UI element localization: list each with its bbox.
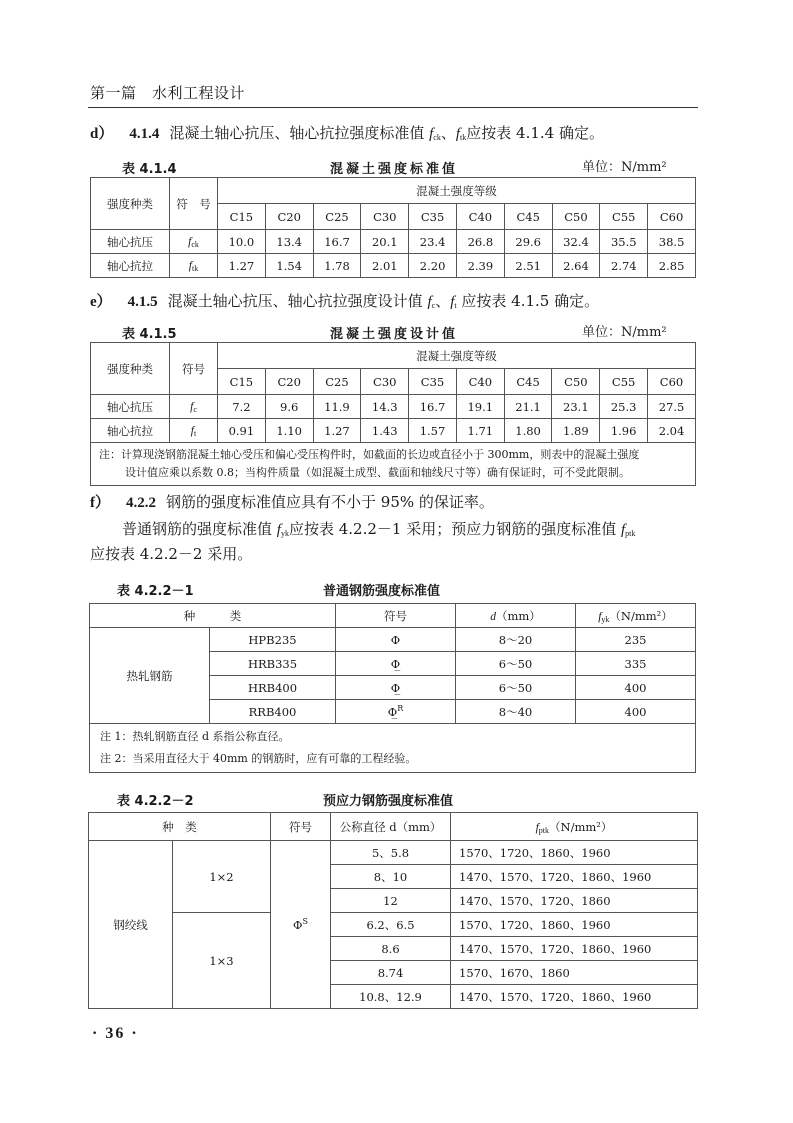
value-cell: 11.9 [313,395,361,419]
value-cell: 1.54 [265,254,313,278]
value-cell: 2.01 [361,254,409,278]
row-symbol: $f_c$ [170,395,218,419]
grade-cell: C35 [409,369,457,395]
value-cell: 1.57 [409,419,457,443]
table-row [89,913,698,937]
value-cell: 0.91 [218,419,266,443]
paragraph-3: 应按表 4.2.2－2 采用。 [90,545,253,563]
section-label: f） [90,495,110,511]
symbol: $f_t$ [450,294,457,310]
table-row [91,230,696,254]
fptk-cell: 1470、1570、1720、1860、1960 [451,865,698,889]
grade-cell: HRB400 [210,676,336,700]
running-header: 第一篇 水利工程设计 [90,84,246,102]
section-e-paragraph [90,290,599,317]
strand-symbol-icon: $\Phi^S$ [271,841,331,1009]
diameter-cell: 8.6 [331,937,451,961]
value-cell: 10.0 [218,230,266,254]
value-cell: 19.1 [456,395,504,419]
value-cell: 16.7 [313,230,361,254]
header-type: 强度种类 [91,178,170,230]
value-cell: 1.71 [456,419,504,443]
group-label: 热轧钢筋 [90,628,210,724]
value-cell: 16.7 [409,395,457,419]
grade-cell: C20 [265,369,313,395]
header-grade: 混凝土强度等级 [218,178,696,204]
value-cell: 38.5 [648,230,696,254]
table-unit: 单位：N/mm² [582,160,667,175]
table-title: 混凝土强度标准值 [330,162,459,177]
table-title: 混凝土强度设计值 [330,327,459,342]
value-cell: 21.1 [504,395,552,419]
symbol: $f_{ptk}$ [620,522,636,538]
table-id: 表 4.2.2－2 [117,794,194,809]
value-cell: 9.6 [265,395,313,419]
note-2: 注 2：当采用直径大于 40mm 的钢筋时，应有可靠的工程经验。 [100,752,417,765]
table-row [91,419,696,443]
table-id: 表 4.1.4 [122,162,177,177]
row-symbol: $f_{tk}$ [170,254,218,278]
diameter-cell: 5、5.8 [331,841,451,865]
section-label: e） [90,294,112,310]
table-concrete-design-strength [90,342,696,486]
value-cell: 2.39 [456,254,504,278]
clause-text: 应按表 4.1.4 确定。 [466,124,604,142]
fyk-cell: 235 [576,628,696,652]
fyk-cell: 335 [576,652,696,676]
fyk-cell: 400 [576,700,696,724]
symbol: $f_{tk}$ [455,126,467,142]
header-fptk: $f_{ptk}(N/mm^2)$ [451,813,698,841]
grade-cell: C45 [504,204,552,230]
grade-cell: HPB235 [210,628,336,652]
value-cell: 2.20 [409,254,457,278]
value-cell: 1.80 [504,419,552,443]
note-1: 注 1：热轧钢筋直径 d 系指公称直径。 [100,730,290,743]
grade-cell: C45 [504,369,552,395]
grade-cell: C50 [552,204,600,230]
grade-cell: C15 [218,369,266,395]
value-cell: 32.4 [552,230,600,254]
clause-number: 4.2.2 [126,495,156,511]
table-row [91,395,696,419]
value-cell: 13.4 [265,230,313,254]
header-d: 公称直径 d（mm） [331,813,451,841]
diameter-cell: 6～50 [456,676,576,700]
fptk-cell: 1470、1570、1720、1860、1960 [451,985,698,1009]
value-cell: 1.27 [313,419,361,443]
value-cell: 2.04 [648,419,696,443]
value-cell: 35.5 [600,230,648,254]
clause-text: 混凝土轴心抗压、轴心抗拉强度标准值 [169,124,430,142]
value-cell: 23.4 [409,230,457,254]
group-label: 钢绞线 [89,841,173,1009]
row-symbol: $f_{ck}$ [170,230,218,254]
diameter-cell: 6～50 [456,652,576,676]
table-ordinary-rebar-strength [89,603,696,773]
rebar-symbol-icon: Φ [336,628,456,652]
value-cell: 27.5 [648,395,696,419]
table-row [90,628,696,652]
header-symbol: 符号 [170,343,218,395]
rebar-symbol-icon: Φ̲$^R$ [336,700,456,724]
diameter-cell: 12 [331,889,451,913]
symbol: $f_c$ [427,294,436,310]
separator: 、 [435,292,451,310]
value-cell: 2.85 [648,254,696,278]
row-type: 轴心抗压 [91,395,170,419]
header-symbol: 符号 [336,604,456,628]
symbol: $f_{ck}$ [429,126,441,142]
grade-cell: C60 [648,369,696,395]
table-title: 普通钢筋强度标准值 [323,584,441,599]
value-cell: 7.2 [218,395,266,419]
value-cell: 1.89 [552,419,600,443]
value-cell: 29.6 [504,230,552,254]
table-unit: 单位：N/mm² [582,325,667,340]
grade-cell: C30 [361,369,409,395]
header-grade: 混凝土强度等级 [218,343,696,369]
clause-number: 4.1.5 [127,294,158,310]
subgroup-label: 1×2 [173,841,271,913]
diameter-cell: 8～40 [456,700,576,724]
header-fyk: $f_{yk}(N/mm^2)$ [576,604,696,628]
row-type: 轴心抗压 [91,230,170,254]
header-symbol: 符号 [271,813,331,841]
grade-cell: RRB400 [210,700,336,724]
table-id: 表 4.2.2－1 [117,584,194,599]
separator: 、 [440,124,456,142]
fptk-cell: 1470、1570、1720、1860 [451,889,698,913]
row-type: 轴心抗拉 [91,419,170,443]
fptk-cell: 1470、1570、1720、1860、1960 [451,937,698,961]
value-cell: 1.10 [265,419,313,443]
value-cell: 1.96 [600,419,648,443]
rebar-symbol-icon: Φ̲ [336,676,456,700]
diameter-cell: 6.2、6.5 [331,913,451,937]
diameter-cell: 8～20 [456,628,576,652]
symbol: $f_{yk}$ [276,522,289,538]
section-d-paragraph [90,122,604,149]
header-d: d（mm） [456,604,576,628]
grade-cell: C20 [265,204,313,230]
fyk-cell: 400 [576,676,696,700]
page-number: · 36 · [92,1025,139,1042]
grade-cell: C30 [361,204,409,230]
header-rule [88,107,698,108]
value-cell: 20.1 [361,230,409,254]
table-row [89,841,698,865]
value-cell: 14.3 [361,395,409,419]
fptk-cell: 1570、1720、1860、1960 [451,841,698,865]
clause-text: 应按表 4.1.5 确定。 [456,292,600,310]
value-cell: 2.64 [552,254,600,278]
grade-cell: C40 [456,369,504,395]
subgroup-label: 1×3 [173,913,271,1009]
grade-cell: C60 [648,204,696,230]
diameter-cell: 10.8、12.9 [331,985,451,1009]
header-symbol: 符 号 [170,178,218,230]
table-prestressed-rebar-strength [88,812,698,1009]
grade-cell: C55 [600,204,648,230]
grade-cell: HRB335 [210,652,336,676]
header-type: 强度种类 [91,343,170,395]
table-notes [90,724,696,773]
value-cell: 1.27 [218,254,266,278]
value-cell: 23.1 [552,395,600,419]
grade-cell: C40 [456,204,504,230]
table-title: 预应力钢筋强度标准值 [323,794,454,809]
value-cell: 2.51 [504,254,552,278]
fptk-cell: 1570、1720、1860、1960 [451,913,698,937]
header-kind: 种 类 [89,813,271,841]
grade-cell: C15 [218,204,266,230]
grade-cell: C25 [313,204,361,230]
grade-cell: C35 [409,204,457,230]
grade-cell: C55 [600,369,648,395]
clause-text: 混凝土轴心抗压、轴心抗拉强度设计值 [167,292,428,310]
table-concrete-standard-strength [90,177,696,278]
row-type: 轴心抗拉 [91,254,170,278]
rebar-symbol-icon: Φ̲ [336,652,456,676]
section-label: d） [90,126,114,142]
table-row [91,254,696,278]
clause-text: 钢筋的强度标准值应具有不小于 95% 的保证率。 [166,493,494,511]
value-cell: 1.78 [313,254,361,278]
grade-cell: C50 [552,369,600,395]
section-f-paragraph [90,491,494,514]
value-cell: 1.43 [361,419,409,443]
grade-cell: C25 [313,369,361,395]
fptk-cell: 1570、1670、1860 [451,961,698,985]
value-cell: 25.3 [600,395,648,419]
diameter-cell: 8、10 [331,865,451,889]
row-symbol: $f_t$ [170,419,218,443]
diameter-cell: 8.74 [331,961,451,985]
clause-number: 4.1.4 [129,126,160,142]
table-id: 表 4.1.5 [122,327,177,342]
value-cell: 2.74 [600,254,648,278]
value-cell: 26.8 [456,230,504,254]
table-note: 注：计算现浇钢筋混凝土轴心受压和偏心受压构件时，如截面的长边或直径小于 300mm，则表中的混凝土强度 设计值应乘以系数 0.8；当构件质量（如混凝土成型、截面和轴线尺寸等）确有保证时，可不受此限制。 [91,443,696,486]
paragraph-2: 普通钢筋的强度标准值 $f_{yk}$应按表 4.2.2－1 采用；预应力钢筋的强度标准值 $f_{ptk}$ [122,520,636,538]
header-kind: 种 类 [90,604,336,628]
